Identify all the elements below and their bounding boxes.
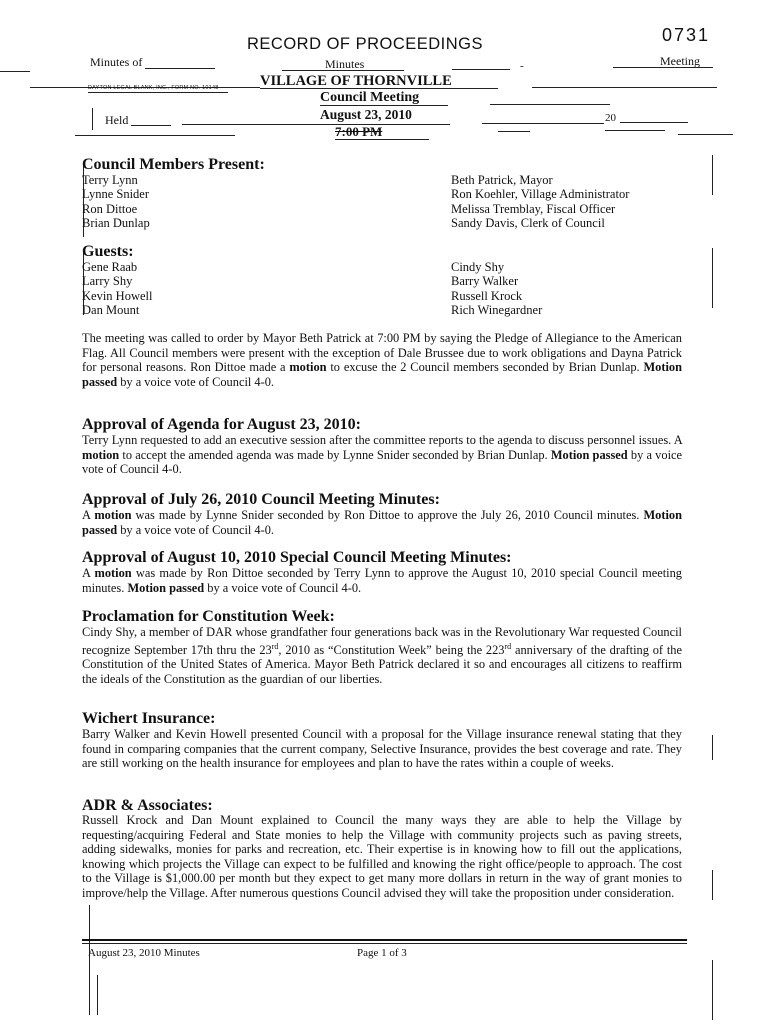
rule bbox=[498, 131, 530, 132]
list-item: Terry Lynn bbox=[82, 173, 138, 187]
meeting-type: Council Meeting bbox=[320, 90, 420, 105]
rule bbox=[182, 124, 450, 125]
july-minutes-heading: Approval of July 26, 2010 Council Meeting Minutes: bbox=[82, 491, 440, 508]
rule bbox=[260, 88, 498, 89]
list-item: Dan Mount bbox=[82, 303, 140, 318]
footer-left: August 23, 2010 Minutes bbox=[88, 947, 200, 959]
rule bbox=[75, 135, 235, 136]
rule bbox=[620, 122, 688, 123]
agenda-heading: Approval of Agenda for August 23, 2010: bbox=[82, 416, 361, 433]
list-item: Melissa Tremblay, Fiscal Officer bbox=[451, 201, 616, 216]
list-item: Lynne Snider bbox=[82, 187, 150, 202]
list-item: Russell Krock bbox=[451, 288, 523, 303]
rule bbox=[88, 92, 228, 93]
footer-page: Page 1 of 3 bbox=[357, 947, 407, 959]
july-minutes-paragraph: A motion was made by Lynne Snider seconded by Ron Dittoe to approve the July 26, 2010 Council minutes. Motion passed by a voice vote of Council 4-0. bbox=[82, 508, 682, 537]
rule bbox=[532, 87, 717, 88]
august-minutes-paragraph: A motion was made by Ron Dittoe seconded by Terry Lynn to approve the August 10, 2010 special Council meeting minutes. Motion passed by a voice vote of Council 4-0. bbox=[82, 566, 682, 595]
meeting-label: Meeting bbox=[660, 54, 700, 68]
list-item: Sandy Davis, Clerk of Council bbox=[451, 216, 605, 231]
list-item: Cindy Shy bbox=[451, 260, 505, 274]
meeting-date: August 23, 2010 bbox=[320, 107, 412, 122]
opening-paragraph: The meeting was called to order by Mayor Beth Patrick at 7:00 PM by saying the Pledge of Allegiance to the American Flag. All Council members were present with the exception of Dale Brussee due to work obligations and Dayna Patrick for personal reasons. Ron Dittoe made a motion to excuse the 2 Council members seconded by Brian Dunlap. Motion passed by a voice vote of Council 4-0. bbox=[82, 331, 682, 389]
adr-heading: ADR & Associates: bbox=[82, 797, 213, 814]
printer-line: DAYTON LEGAL BLANK, INC., FORM NO. 10148 bbox=[88, 85, 219, 91]
proclamation-paragraph: Cindy Shy, a member of DAR whose grandfather four generations back was in the Revolutionary War requested Council recognize September 17th thru the 23rd, 2010 as “Constitution Week” being the 223rd anniversary of the drafting of the Constitution of the United States of America. Mayor Beth Patrick declared it so and encourages all citizens to reaffirm the ideals of the Constitution as the guardian of our liberties. bbox=[82, 625, 682, 686]
meeting-time: 7:00 PM bbox=[335, 124, 383, 139]
members-left-list bbox=[82, 173, 150, 231]
list-item: Ron Dittoe bbox=[82, 201, 138, 216]
rule bbox=[613, 67, 713, 68]
footer-rule bbox=[82, 939, 687, 941]
members-heading: Council Members Present: bbox=[82, 156, 265, 173]
rule bbox=[490, 104, 610, 105]
list-item: Gene Raab bbox=[82, 260, 138, 274]
list-item: Brian Dunlap bbox=[82, 216, 150, 231]
village-name: VILLAGE OF THORNVILLE bbox=[260, 73, 452, 89]
rule bbox=[282, 70, 404, 71]
guests-left-list bbox=[82, 260, 152, 318]
rule bbox=[452, 69, 510, 70]
list-item: Rich Winegardner bbox=[451, 303, 543, 318]
rule bbox=[678, 134, 733, 135]
list-item: Kevin Howell bbox=[82, 288, 153, 303]
wichert-paragraph: Barry Walker and Kevin Howell presented Council with a proposal for the Village insurance renewal stating that they found in comparing companies that the current company, Selective Insurance, provides the best coverage and rate. They are still working on the health insurance for employees and plan to have the rates within a couple of weeks. bbox=[82, 727, 682, 771]
record-title: RECORD OF PROCEEDINGS bbox=[247, 35, 484, 53]
rule bbox=[145, 68, 215, 69]
agenda-paragraph: Terry Lynn requested to add an executive session after the committee reports to the agenda to discuss personnel issues. A motion to accept the amended agenda was made by Lynne Snider seconded by Brian Dunlap. Motion passed by a voice vote of Council 4-0. bbox=[82, 433, 683, 477]
year-prefix: 20 bbox=[605, 112, 616, 124]
guests-heading: Guests: bbox=[82, 243, 134, 260]
held-label: Held bbox=[105, 113, 129, 127]
proclamation-heading: Proclamation for Constitution Week: bbox=[82, 608, 335, 625]
guests-right-list bbox=[451, 260, 542, 318]
minutes-of-label: Minutes of bbox=[90, 55, 143, 69]
rule bbox=[131, 125, 171, 126]
page-number: 0731 bbox=[662, 25, 711, 45]
rule bbox=[605, 130, 665, 131]
rule bbox=[0, 71, 30, 72]
august-minutes-heading: Approval of August 10, 2010 Special Council Meeting Minutes: bbox=[82, 549, 512, 566]
minutes-value: Minutes bbox=[325, 57, 365, 71]
rule bbox=[335, 139, 429, 140]
list-item: Ron Koehler, Village Administrator bbox=[451, 187, 630, 202]
members-right-list bbox=[451, 173, 629, 231]
rule bbox=[482, 123, 604, 124]
list-item: Barry Walker bbox=[451, 274, 519, 289]
list-item: Beth Patrick, Mayor bbox=[451, 173, 553, 187]
wichert-heading: Wichert Insurance: bbox=[82, 710, 216, 727]
footer-rule bbox=[82, 943, 687, 944]
list-item: Larry Shy bbox=[82, 274, 133, 289]
adr-paragraph: Russell Krock and Dan Mount explained to Council the many ways they are able to help the Village by requesting/acquiring Federal and State monies to help the Village with community projects such as paving streets, adding sidewalks, monies for parks and recreation, etc. Their expertise is in knowing how to fill out the applications, knowing which projects the Village can expect to be fulfilled and knowing the right office/people to approach. The cost to the Village is $1,000.00 per month but they expect to get many more dollars in return in the way of grant monies to improve/help the Village. After numerous questions Council advised they will take the proposition under consideration. bbox=[82, 813, 682, 900]
document-page: RECORD OF PROCEEDINGS 0731 Minutes of Minutes - Meeting DAYTON LEGAL BLANK, INC., FORM NO. 10148 VILLAGE OF THORNVILLE Council Meeting Held August 23, 2010 20 7:00 PM Council Members Present: Terry Lynn Lynne Snider Ron Dittoe Brian Dunlap Beth Patrick, Mayor Ron Koehler, Village Administrator Melissa Tremblay, Fiscal Officer Sandy Davis, Clerk of Council Guests: Gene Raab Larry Shy Kevin Howell Dan Mount Cindy Shy Barry Walker Russell Krock Rich Winegardner The meeting was called to order by Mayor Beth Patrick at 7:00 PM by saying the Pledge of Allegiance to the American Flag. All Council members were present with the exception of Dale Brussee due to work obligations and Dayna Patrick for personal reasons. Ron Dittoe made a motion to excuse the 2 Council members seconded by Brian Dunlap. Motion passed by a voice vote of Council 4-0. Approval of Agenda for August 23, 2010: Terry Lynn requested to add an executive session after the committee reports to the agenda to discuss personnel issues. A motion to accept the amended agenda was made by Lynne Snider seconded by Brian Dunlap. Motion passed by a voice vote of Council 4-0. Approval of July 26, 2010 Council Meeting Minutes: A motion was made by Lynne Snider seconded by Ron Dittoe to approve the July 26, 2010 Council minutes. Motion passed by a voice vote of Council 4-0. Approval of August 10, 2010 Special Council Meeting Minutes: A motion was made by Ron Dittoe seconded by Terry Lynn to approve the August 10, 2010 special Council meeting minutes. Motion passed by a voice vote of Council 4-0. Proclamation for Constitution Week: Cindy Shy, a member of DAR whose grandfather four generations back was in the Revolutionary War requested Council recognize September 17th thru the 23rd, 2010 as “Constitution Week” being the 223rd anniversary of the drafting of the Constitution of the United States of America. Mayor Beth Patrick declared it so and encourages all citizens to reaffirm the ideals of the Constitution as the guardian of our liberties. Wichert Insurance: Barry Walker and Kevin Howell presented Council with a proposal for the Village insurance renewal stating that they found in comparing companies that the current company, Selective Insurance, provides the best coverage and rate. They are still working on the health insurance for employees and plan to have the rates within a couple of weeks. ADR & Associates: Russell Krock and Dan Mount explained to Council the many ways they are able to help the Village by requesting/acquiring Federal and State monies to help the Village with community projects such as paving streets, adding sidewalks, monies for parks and recreation, etc. Their expertise is in knowing how to fill out the applications, knowing which projects the Village can expect to be fulfilled and knowing the right office/people to approach. The cost to the Village is $1,000.00 per month but they expect to get many more dollars in return in the way of grant monies to improve/help the Village. After numerous questions Council advised they will take the proposition under consideration. August 23, 2010 Minutes Page 1 of 3 bbox=[0, 0, 770, 1024]
rule bbox=[320, 105, 448, 106]
